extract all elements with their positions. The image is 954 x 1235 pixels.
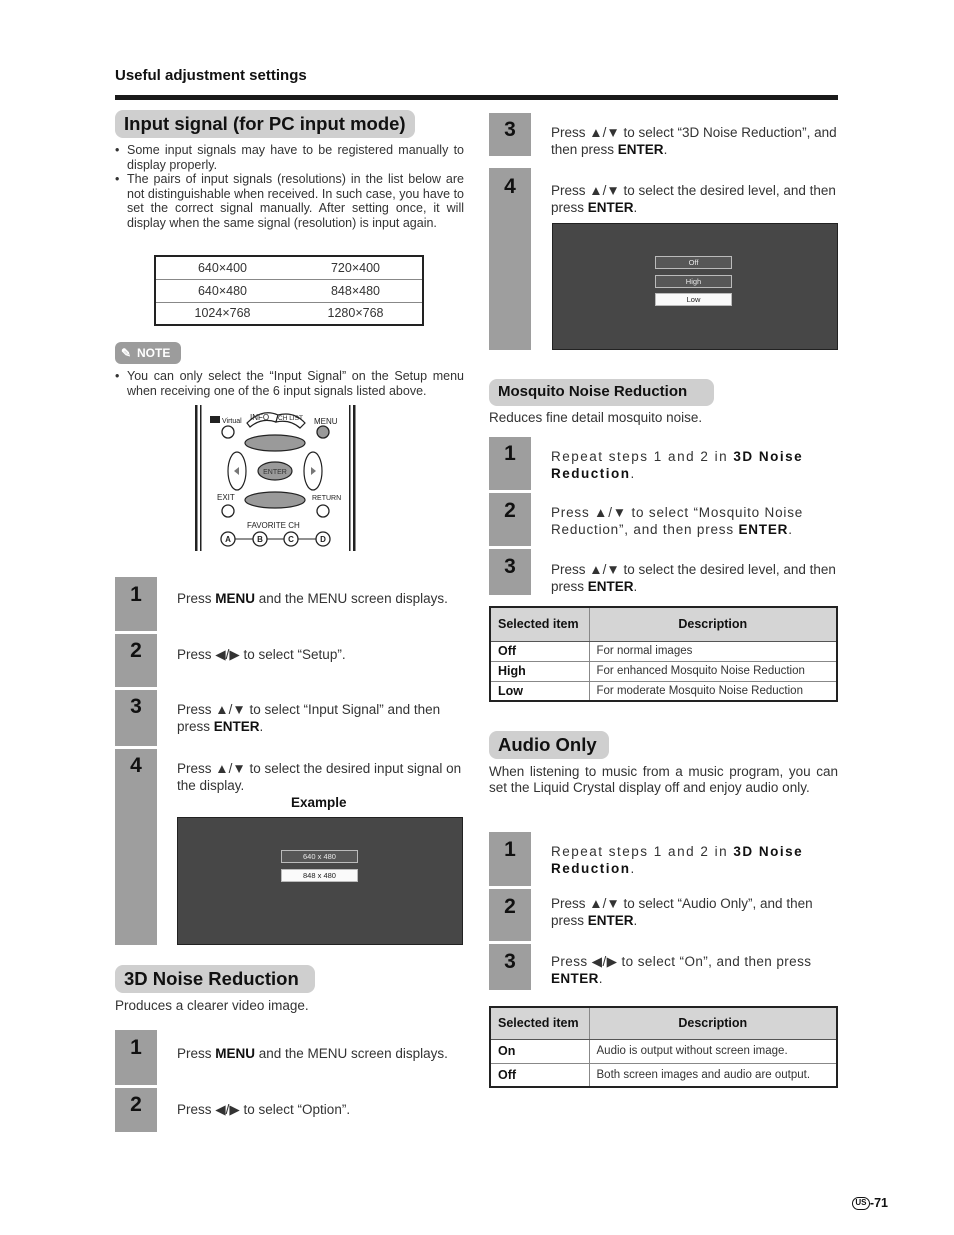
screen-option-selected[interactable]: Low [655,293,732,306]
table-cell: For moderate Mosquito Noise Reduction [589,681,837,701]
step-text: and the MENU screen displays. [255,591,448,606]
table-header: Selected item [490,1007,589,1039]
table-row [490,641,837,661]
step-number: 2 [504,499,516,522]
step-key: 3D Noise Reduction [551,449,804,481]
step-number: 1 [130,583,142,606]
section-header: Useful adjustment settings [115,67,307,84]
note-text: • You can only select the “Input Signal” on the Setup menu when receiving one of the 6 input signals listed above. [115,369,464,398]
step-number: 1 [130,1036,142,1059]
step-key: ENTER [587,199,634,215]
step-number: 4 [130,754,142,777]
audio-only-step-2 [551,896,839,929]
step-key: ENTER [587,912,634,928]
step-key: ENTER [213,718,260,734]
exit-button[interactable] [222,505,234,517]
input-signal-step-4: Press ▲/▼ to select the desired input signal on the display. [177,761,462,793]
table-cell: 640×480 [155,279,289,302]
table-cell: Audio is output without screen image. [589,1039,837,1063]
noise3d-step-3 [551,125,839,158]
audio-only-step-3 [551,954,839,987]
bullet-item: • The pairs of input signals (resolutions) in the list below are not distinguishable when received. In such case, you have to set the correct signal manually. After setting once, it will display when the same signal (resolution) is input again. [115,172,464,230]
table-cell: Off [490,1063,589,1087]
table-cell: 640×400 [155,256,289,279]
note-label: NOTE [137,346,171,360]
table-row [490,1039,837,1063]
table-row [155,302,423,325]
step-text: Press ▲/▼ to select “Mosquito Noise Reduction”, and then press [551,505,804,537]
table-row [155,256,423,279]
step-text: Repeat steps 1 and 2 in [551,449,734,464]
noise3d-title: 3D Noise Reduction [115,965,315,993]
screen-option[interactable]: 640 x 480 [281,850,358,863]
enter-label: ENTER [263,469,287,476]
up-arrow-button[interactable] [245,435,305,451]
mosquito-step-1 [551,449,839,482]
audio-only-title: Audio Only [489,731,609,759]
step-key: ENTER [738,521,789,537]
step-number: 2 [130,1093,142,1116]
exit-label: EXIT [217,493,235,502]
bullet-item: • Some input signals may have to be registered manually to display properly. [115,143,464,172]
step-text: . [663,141,668,157]
step-text: Press ▲/▼ to select “Input Signal” and then press [177,702,441,734]
table-cell: For enhanced Mosquito Noise Reduction [589,661,837,681]
table-header-row [490,1007,837,1039]
chlist-label: CH LIST [278,415,303,422]
noise3d-step-2: Press ◀/▶ to select “Option”. [177,1102,351,1117]
mosquito-steps-bar [489,437,531,595]
input-signal-step-1 [177,591,465,608]
step-text: . [633,199,638,215]
table-cell: 848×480 [289,279,423,302]
screen-option[interactable]: High [655,275,732,288]
step-text: Press [177,591,216,606]
table-cell: On [490,1039,589,1063]
step-text: . [633,578,638,594]
favorite-label: FAVORITE CH [247,521,300,530]
mosquito-intro: Reduces fine detail mosquito noise. [489,410,703,425]
page-number-text: -71 [869,1196,888,1210]
header-rule [115,95,838,100]
input-signal-screen [177,817,463,945]
menu-button[interactable] [317,426,329,438]
table-header-row [490,607,837,641]
audio-only-intro: When listening to music from a music program, you can set the Liquid Crystal display off and enjoy audio only. [489,764,838,795]
key-a-label: A [225,535,231,544]
step-text: . [788,521,793,537]
noise3d-step-4 [551,183,839,216]
audio-only-step-1 [551,844,839,877]
step-text: . [630,465,636,481]
step-number: 2 [504,895,516,918]
step-key: MENU [215,591,256,606]
down-arrow-button[interactable] [245,492,305,508]
step-key: MENU [215,1046,256,1061]
noise3d-intro: Produces a clearer video image. [115,998,309,1013]
step-text: Press ▲/▼ to select the desired level, and then press [551,183,836,215]
table-header: Selected item [490,607,589,641]
table-cell: Off [490,641,589,661]
table-row [490,1063,837,1087]
audio-only-table [489,1006,838,1088]
resolution-table [154,255,424,326]
screen-option-selected[interactable]: 848 x 480 [281,869,358,882]
mosquito-title: Mosquito Noise Reduction [489,379,714,406]
note-badge [115,342,181,364]
info-label: INFO [250,413,270,422]
mosquito-step-2 [551,505,839,538]
pencil-icon: ✎ [121,346,132,360]
input-signal-bullets [115,143,464,231]
step-key: ENTER [551,970,599,986]
note-bullets [115,369,464,398]
table-row [490,681,837,701]
table-header: Description [589,1007,837,1039]
step-text: Press [177,1046,216,1061]
input-signal-step-3 [177,702,465,735]
noise3d-steps-bar [115,1030,157,1132]
return-button[interactable] [317,505,329,517]
key-d-label: D [320,535,326,544]
example-label: Example [291,795,347,810]
step-text: . [630,860,636,876]
step-key: 3D Noise Reduction [551,844,804,876]
step-number: 4 [504,175,516,198]
table-row [155,279,423,302]
step-number: 3 [130,695,142,718]
table-header: Description [589,607,837,641]
mosquito-table [489,606,838,702]
noise3d-step-1 [177,1046,465,1063]
screen-option[interactable]: Off [655,256,732,269]
us-region-icon: US [852,1197,870,1210]
step-key: ENTER [587,578,634,594]
step-text: . [598,970,603,986]
step-number: 3 [504,118,516,141]
step-number: 1 [504,442,516,465]
noise3d-steps-bar-cont [489,113,531,350]
page-number [852,1196,888,1210]
table-cell: For normal images [589,641,837,661]
step-text: Press ▲/▼ to select “Audio Only”, and then press [551,896,813,928]
remote-control-illustration [192,405,358,551]
step-number: 3 [504,555,516,578]
key-b-label: B [257,535,263,544]
table-cell: 720×400 [289,256,423,279]
noise3d-screen [552,223,838,350]
input-signal-step-2: Press ◀/▶ to select “Setup”. [177,647,346,662]
table-cell: High [490,661,589,681]
step-number: 3 [504,950,516,973]
return-label: RETURN [312,495,342,502]
table-cell: Low [490,681,589,701]
step-text: Press ◀/▶ to select “On”, and then press [551,954,812,969]
step-key: ENTER [617,141,664,157]
step-number: 2 [130,639,142,662]
step-text: and the MENU screen displays. [255,1046,448,1061]
virtual-button[interactable] [222,426,234,438]
table-cell: Both screen images and audio are output. [589,1063,837,1087]
mosquito-step-3 [551,562,839,595]
menu-label: MENU [314,417,338,426]
audio-only-steps-bar [489,832,531,990]
step-text: . [259,718,264,734]
step-number: 1 [504,838,516,861]
table-cell: 1280×768 [327,306,384,321]
input-signal-title: Input signal (for PC input mode) [115,110,415,138]
step-text: Press ▲/▼ to select “3D Noise Reduction”, and then press [551,125,837,157]
key-c-label: C [288,535,294,544]
virtual-label: Virtual [222,418,242,425]
table-cell: 1024×768 [194,306,251,321]
step-text: Press ▲/▼ to select the desired level, and then press [551,562,836,594]
step-text: Repeat steps 1 and 2 in [551,844,734,859]
table-row [490,661,837,681]
step-text: . [633,912,638,928]
